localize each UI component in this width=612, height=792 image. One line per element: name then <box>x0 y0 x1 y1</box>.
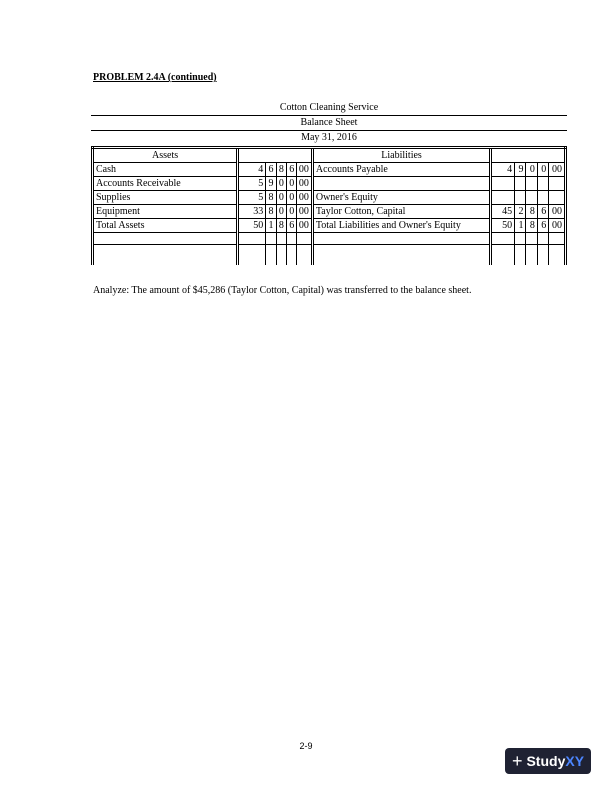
asset-amount-digit: 8 <box>276 219 286 233</box>
liability-amount-digit: 00 <box>549 205 566 219</box>
liability-amount-digit: 00 <box>549 163 566 177</box>
balance-sheet-table <box>91 146 567 265</box>
liability-amount-digit: 50 <box>491 219 515 233</box>
liability-amount-digit: 8 <box>526 219 537 233</box>
blank-cell <box>491 233 515 245</box>
liabilities-header: Liabilities <box>312 148 490 163</box>
balance-row <box>93 205 566 219</box>
liability-amount-digit: 6 <box>537 205 548 219</box>
asset-amount-digit: 0 <box>286 205 296 219</box>
liability-amount-digit: 0 <box>526 163 537 177</box>
liability-label: Total Liabilities and Owner's Equity <box>312 219 490 233</box>
liability-amount-digit: 9 <box>515 163 526 177</box>
liability-amount-digit <box>491 177 515 191</box>
asset-amount-digit: 4 <box>238 163 266 177</box>
asset-amount-digit: 50 <box>238 219 266 233</box>
blank-cell <box>312 245 490 266</box>
asset-label: Total Assets <box>93 219 238 233</box>
liability-amount-digit <box>491 191 515 205</box>
blank-cell <box>276 233 286 245</box>
liability-amount-digit <box>526 191 537 205</box>
asset-amount-digit: 0 <box>276 191 286 205</box>
liability-label <box>312 177 490 191</box>
blank-cell <box>297 245 313 266</box>
blank-cell <box>286 245 296 266</box>
asset-amount-digit: 0 <box>276 177 286 191</box>
asset-amount-digit: 9 <box>266 177 276 191</box>
asset-amount-digit: 1 <box>266 219 276 233</box>
asset-amount-digit: 00 <box>297 205 313 219</box>
blank-cell <box>526 245 537 266</box>
statement-header <box>91 101 567 145</box>
blank-cell <box>549 245 566 266</box>
blank-cell <box>312 233 490 245</box>
logo-text: StudyXY <box>526 753 585 769</box>
blank-cell <box>238 233 266 245</box>
assets-amount-header <box>238 148 313 163</box>
page-number: 2-9 <box>299 741 313 751</box>
liability-label: Taylor Cotton, Capital <box>312 205 490 219</box>
liability-amount-digit: 00 <box>549 219 566 233</box>
assets-header: Assets <box>93 148 238 163</box>
asset-amount-digit: 5 <box>238 177 266 191</box>
asset-amount-digit: 33 <box>238 205 266 219</box>
liability-amount-digit <box>515 191 526 205</box>
blank-cell <box>266 233 276 245</box>
liability-amount-digit <box>515 177 526 191</box>
asset-label: Equipment <box>93 205 238 219</box>
liability-amount-digit <box>537 191 548 205</box>
asset-label: Cash <box>93 163 238 177</box>
liability-amount-digit <box>549 191 566 205</box>
plus-icon: + <box>511 751 523 771</box>
blank-cell <box>491 245 515 266</box>
statement-date: May 31, 2016 <box>301 132 357 143</box>
blank-row <box>93 245 566 266</box>
column-header-row <box>93 148 566 163</box>
blank-cell <box>297 233 313 245</box>
studyxy-logo <box>505 748 591 774</box>
statement-name: Balance Sheet <box>91 116 567 131</box>
asset-amount-digit: 00 <box>297 219 313 233</box>
asset-amount-digit: 8 <box>266 205 276 219</box>
balance-row <box>93 191 566 205</box>
liability-amount-digit <box>526 177 537 191</box>
asset-amount-digit: 6 <box>266 163 276 177</box>
blank-cell <box>286 233 296 245</box>
blank-cell <box>238 245 266 266</box>
blank-cell <box>266 245 276 266</box>
blank-cell <box>537 233 548 245</box>
liability-label: Accounts Payable <box>312 163 490 177</box>
liability-amount-digit: 8 <box>526 205 537 219</box>
asset-amount-digit: 0 <box>286 191 296 205</box>
analyze-note: Analyze: The amount of $45,286 (Taylor Cotton, Capital) was transferred to the balance sheet. <box>93 285 472 296</box>
problem-title: PROBLEM 2.4A (continued) <box>93 72 217 83</box>
liability-amount-digit: 2 <box>515 205 526 219</box>
asset-amount-digit: 00 <box>297 191 313 205</box>
liability-amount-digit: 45 <box>491 205 515 219</box>
blank-cell <box>515 245 526 266</box>
liability-amount-digit: 0 <box>537 163 548 177</box>
blank-cell <box>526 233 537 245</box>
asset-amount-digit: 0 <box>276 205 286 219</box>
liability-amount-digit: 6 <box>537 219 548 233</box>
liability-amount-digit <box>549 177 566 191</box>
blank-cell <box>515 233 526 245</box>
asset-label: Accounts Receivable <box>93 177 238 191</box>
blank-cell <box>93 245 238 266</box>
asset-amount-digit: 6 <box>286 163 296 177</box>
asset-amount-digit: 6 <box>286 219 296 233</box>
asset-amount-digit: 00 <box>297 163 313 177</box>
liability-amount-digit <box>537 177 548 191</box>
asset-amount-digit: 00 <box>297 177 313 191</box>
company-name: Cotton Cleaning Service <box>91 101 567 116</box>
blank-cell <box>93 233 238 245</box>
asset-amount-digit: 0 <box>286 177 296 191</box>
balance-row <box>93 177 566 191</box>
liability-amount-digit: 4 <box>491 163 515 177</box>
liabilities-amount-header <box>491 148 566 163</box>
blank-cell <box>276 245 286 266</box>
balance-row <box>93 219 566 233</box>
liability-amount-digit: 1 <box>515 219 526 233</box>
blank-row <box>93 233 566 245</box>
asset-amount-digit: 8 <box>276 163 286 177</box>
blank-cell <box>537 245 548 266</box>
asset-amount-digit: 5 <box>238 191 266 205</box>
balance-row <box>93 163 566 177</box>
asset-label: Supplies <box>93 191 238 205</box>
blank-cell <box>549 233 566 245</box>
liability-label: Owner's Equity <box>312 191 490 205</box>
asset-amount-digit: 8 <box>266 191 276 205</box>
